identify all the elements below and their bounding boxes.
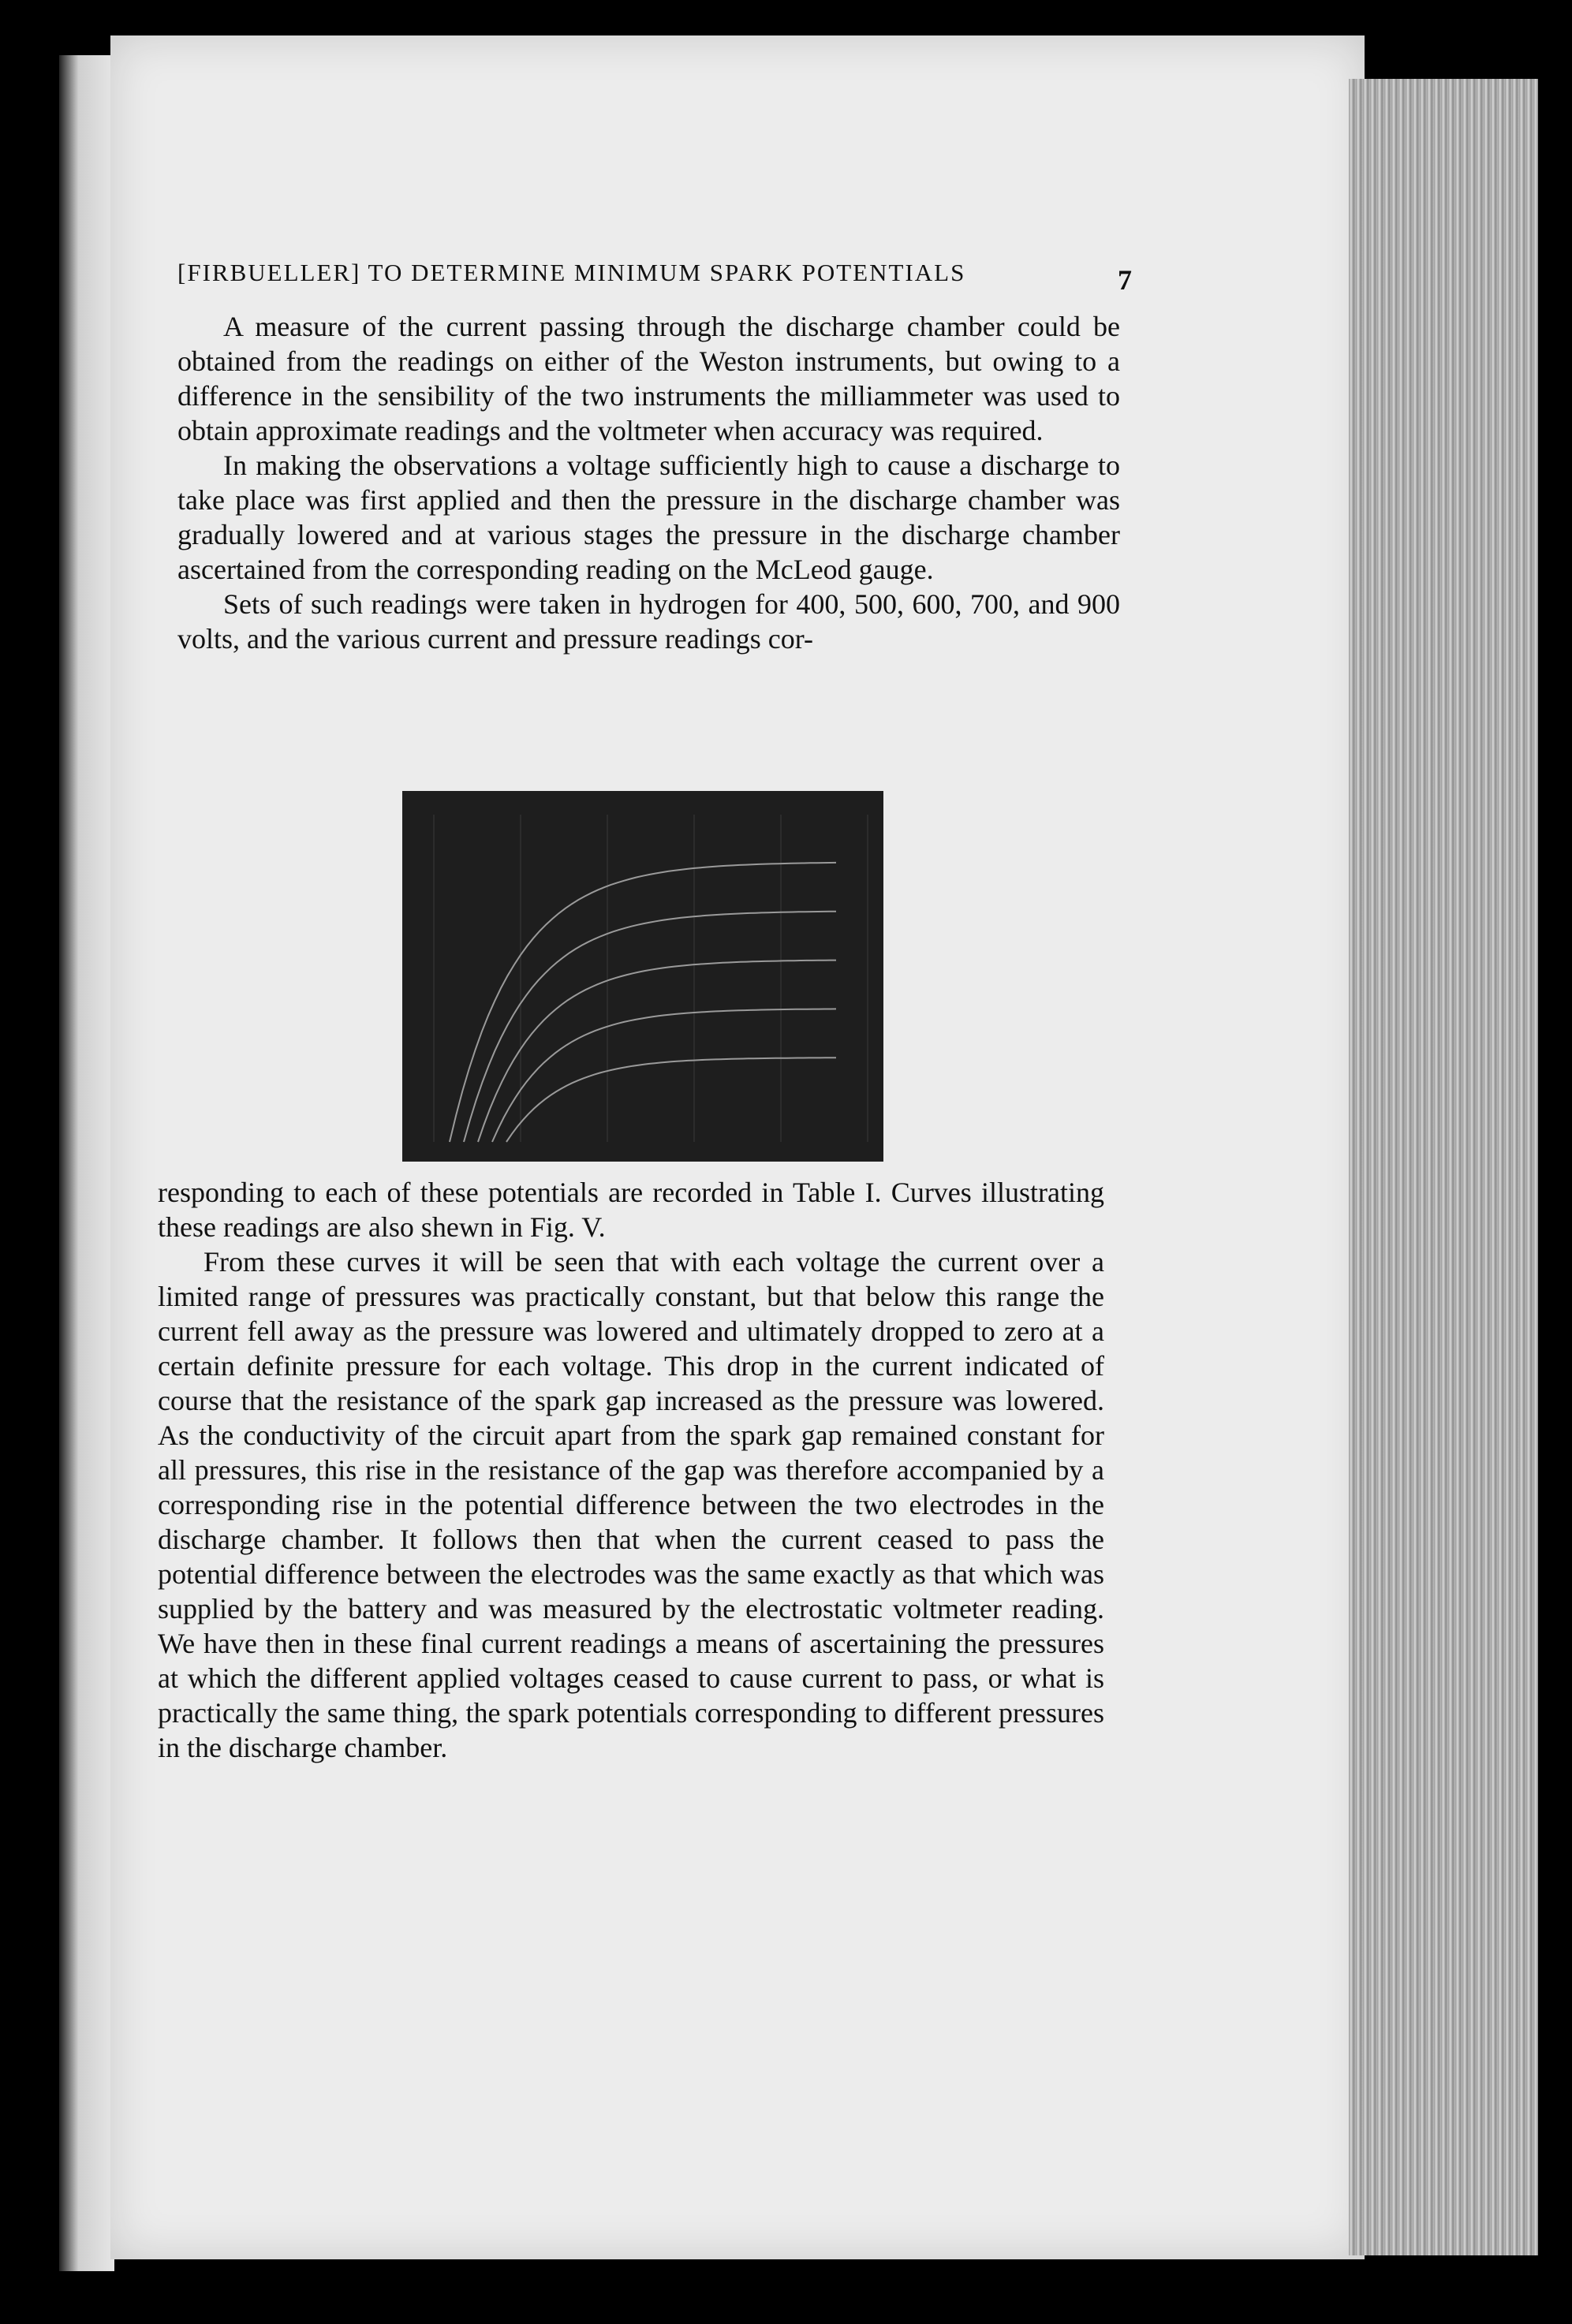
text-block-top bbox=[177, 309, 1120, 656]
paragraph: From these curves it will be seen that with each voltage the current over a limited range of pressures was practically constant, but that below this range the current fell away as the pressure was lowered and ultimately dropped to zero at a certain definite pressure for each voltage. This drop in the current indicated of course that the resistance of the spark gap increased as the pressure was lowered. As the conductivity of the circuit apart from the spark gap remained constant for all pressures, this rise in the resistance of the gap was therefore accompanied by a corresponding rise in the potential difference between the two electrodes in the discharge chamber. It follows then that when the current ceased to pass the potential difference between the electrodes was the same exactly as that which was supplied by the battery and was measured by the electrostatic voltmeter reading. We have then in these final current readings a means of ascertaining the pressures at which the different applied voltages ceased to cause current to pass, or what is practically the same thing, the spark potentials corresponding to different pressures in the discharge chamber. bbox=[158, 1246, 1104, 1763]
figure-curves bbox=[402, 791, 883, 1162]
paragraph: Sets of such readings were taken in hydrogen for 400, 500, 600, 700, and 900 volts, and the various current and pressure readings cor- bbox=[177, 588, 1120, 655]
figure-curve bbox=[506, 1058, 836, 1142]
figure-curve bbox=[450, 863, 836, 1142]
facing-page-edge bbox=[59, 55, 114, 2271]
page-stack-edges bbox=[1349, 79, 1538, 2255]
figure-curve bbox=[464, 912, 836, 1142]
figure-curve bbox=[492, 1009, 836, 1142]
paragraph: In making the observations a voltage sufficiently high to cause a discharge to take place was first applied and then the pressure in the discharge chamber was gradually lowered and at various stages the pressure in the discharge chamber ascertained from the corresponding reading on the McLeod gauge. bbox=[177, 450, 1120, 585]
page-header bbox=[177, 259, 1132, 306]
paragraph: A measure of the current passing through the discharge chamber could be obtained from the readings on either of the Weston instruments, but owing to a difference in the sensibility of the two instruments the milliammeter was used to obtain approximate readings and the voltmeter when accuracy was required. bbox=[177, 311, 1120, 446]
text-block-bottom bbox=[158, 1175, 1104, 1765]
running-head: [FIRBUELLER] TO DETERMINE MINIMUM SPARK POTENTIALS bbox=[177, 259, 966, 286]
figure-curve-group bbox=[450, 863, 836, 1142]
page-number: 7 bbox=[1118, 264, 1132, 296]
figure-v-photo bbox=[402, 791, 883, 1162]
paragraph: responding to each of these potentials are recorded in Table I. Curves illustrating these readings are also shewn in Fig. V. bbox=[158, 1177, 1104, 1243]
